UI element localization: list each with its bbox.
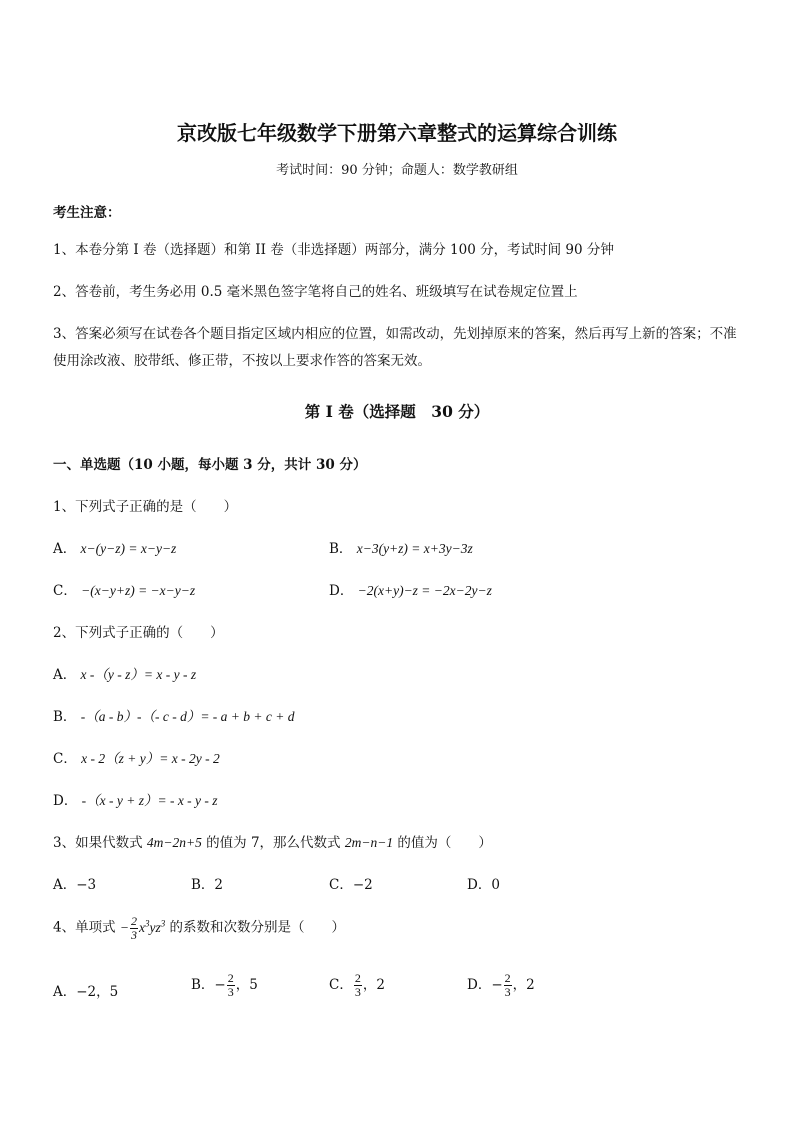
option-label: B． [329, 541, 353, 557]
notice-item-3: 3、答案必须写在试卷各个题目指定区域内相应的位置，如需改动，先划掉原来的答案，然后再写上新的答案；不准使用涂改液、胶带纸、修正带，不按以上要求作答的答案无效。 [53, 326, 737, 369]
option-label: C． [53, 751, 77, 767]
q2-option-c[interactable] [53, 747, 220, 767]
exam-info: 考试时间：90 分钟；命题人：数学教研组 [276, 163, 518, 178]
option-label: C． [329, 977, 353, 993]
fraction: $\frac{2}{3}$ [131, 914, 138, 942]
question-4-stem: 4、单项式 − $\frac{2}{3}$ $x^3yz^3$ 的系数和次数分别是（ ） [53, 914, 346, 942]
option-value: 2 [214, 877, 224, 893]
option-label: D． [53, 793, 78, 809]
option-label: B． [53, 709, 77, 725]
option-label: A． [53, 877, 77, 893]
option-expr: x - 2（z + y）= x - 2y - 2 [81, 751, 220, 766]
option-label: C． [53, 583, 77, 599]
q3-option-b[interactable] [191, 873, 223, 893]
option-expr: −(x−y+z) = −x−y−z [81, 583, 196, 598]
option-label: B． [191, 877, 215, 893]
q4-option-c[interactable]: C． $\frac{2}{3}$ ，2 [329, 971, 385, 999]
q4-option-a[interactable] [53, 980, 118, 1000]
expression: 4m−2n+5 [146, 835, 202, 850]
fraction: $\frac{2}{3}$ [354, 971, 361, 999]
notice-item-2: 2、答卷前，考生务必用 0.5 毫米黑色签字笔将自己的姓名、班级填写在试卷规定位置上 [53, 284, 578, 300]
option-expr: -（a - b）-（- c - d）= - a + b + c + d [80, 709, 295, 724]
question-3-stem: 3、如果代数式 4m−2n+5 的值为 7，那么代数式 2m−n−1 的值为（ ） [53, 835, 492, 851]
option-label: D． [467, 977, 492, 993]
q3-option-c[interactable] [329, 873, 373, 893]
q1-option-b[interactable] [329, 537, 473, 557]
q4-option-d[interactable]: D．− $\frac{2}{3}$ ，2 [467, 971, 535, 999]
option-expr: x−3(y+z) = x+3y−3z [356, 541, 473, 556]
option-label: D． [467, 877, 492, 893]
option-label: C． [329, 877, 353, 893]
page-title: 京改版七年级数学下册第六章整式的运算综合训练 [177, 121, 617, 145]
fraction: $\frac{2}{3}$ [227, 971, 234, 999]
q2-option-a[interactable] [53, 663, 196, 683]
option-value: −2，5 [76, 984, 119, 1000]
part-heading: 一、单选题（10 小题，每小题 3 分，共计 30 分） [53, 457, 367, 473]
fraction: $\frac{2}{3}$ [504, 971, 511, 999]
q2-option-d[interactable] [53, 789, 218, 809]
option-expr: x−(y−z) = x−y−z [80, 541, 177, 556]
question-2-stem: 2、下列式子正确的（ ） [53, 625, 224, 641]
option-value: 0 [491, 877, 500, 893]
q3-option-a[interactable] [53, 873, 96, 893]
monomial: − $\frac{2}{3}$ $x^3yz^3$ [119, 914, 166, 942]
option-label: D． [329, 583, 354, 599]
q3-option-d[interactable] [467, 873, 500, 893]
expression: 2m−n−1 [344, 835, 394, 850]
q1-option-c[interactable] [53, 579, 195, 599]
option-value: −2 [352, 877, 373, 893]
q4-option-b[interactable]: B．− $\frac{2}{3}$ ，5 [191, 971, 258, 999]
option-expr: x -（y - z）= x - y - z [80, 667, 197, 682]
notice-heading: 考生注意： [53, 205, 121, 221]
question-1-stem: 1、下列式子正确的是（ ） [53, 499, 238, 515]
option-label: A． [53, 667, 77, 683]
q2-option-b[interactable] [53, 705, 295, 725]
section-title: 第 I 卷（选择题 30 分） [304, 402, 490, 421]
option-label: B． [191, 977, 215, 993]
option-label: A． [53, 984, 77, 1000]
option-label: A． [53, 541, 77, 557]
notice-item-1: 1、本卷分第 I 卷（选择题）和第 II 卷（非选择题）两部分，满分 100 分，考试时间 90 分钟 [53, 242, 614, 258]
q1-option-a[interactable] [53, 537, 176, 557]
option-value: −3 [76, 877, 97, 893]
option-expr: -（x - y + z）= - x - y - z [81, 793, 218, 808]
option-expr: −2(x+y)−z = −2x−2y−z [357, 583, 492, 598]
q1-option-d[interactable] [329, 579, 492, 599]
